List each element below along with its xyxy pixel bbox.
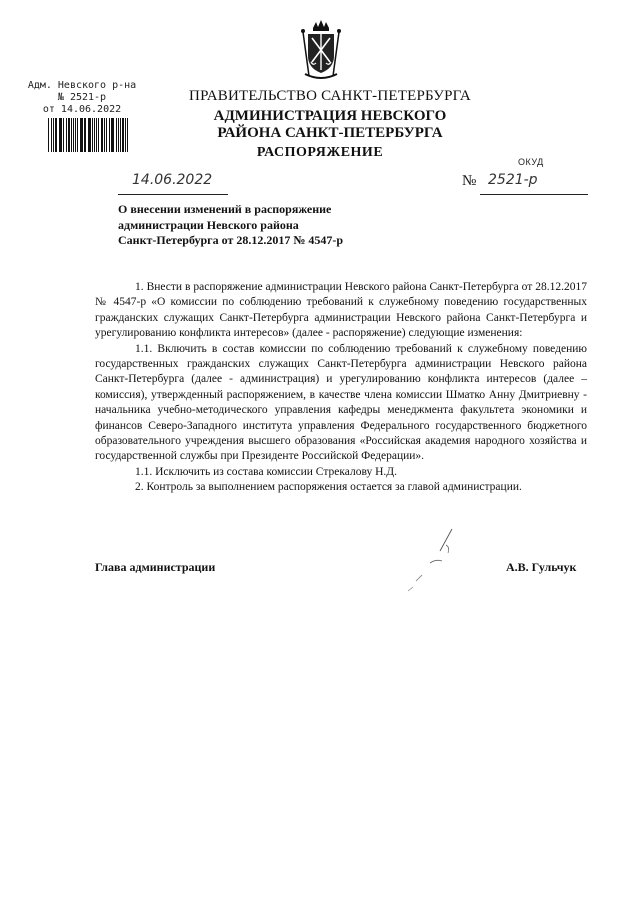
barcode-bar [96,118,97,152]
barcode-bar [88,118,89,152]
stamp-date: от 14.06.2022 [42,104,122,115]
document-body [95,280,587,496]
administration-title-line1: АДМИНИСТРАЦИЯ НЕВСКОГО [213,108,447,124]
date-field [118,172,228,195]
barcode-bar [55,118,57,152]
barcode-bar [101,118,103,152]
barcode-bar [98,118,99,152]
number-field [480,172,588,195]
barcode-bar [118,118,119,152]
barcode-bar [63,118,64,152]
barcode-bar [120,118,121,152]
barcode-bar [112,118,113,152]
barcode-bar [75,118,76,152]
barcode-bar [77,118,78,152]
barcode-bar [71,118,72,152]
paragraph-2: 2. Контроль за выполнением распоряжения остается за главой администрации. [135,481,522,494]
signatory-position: Глава администрации [95,560,216,574]
subject-line: О внесении изменений в распоряжение [118,202,332,216]
barcode-bar [59,118,60,152]
okud-label: ОКУД [518,157,544,167]
barcode-bar [84,118,86,152]
barcode-bar [109,118,110,152]
barcode-bar [89,118,90,152]
subject-line: администрации Невского района [118,217,299,232]
barcode-bar [94,118,95,152]
barcode-bar [68,118,70,152]
paragraph-1-1: 1.1. Включить в состав комиссии по соблюдению требований к служебному поведению государственных гражданских служащих Санкт-Петербурга администрации Невского района Санкт-Петербурга (далее - администрация) и урегулированию конфликта интересов (далее – комиссия), утвержденный распоряжением, в качестве члена комиссии Шматко Анну Дмитриевну - начальника учебно-методического управления кафедры менеджмента факультета экономики и финансов Северо-Западного института управления Федерального государственного бюджетного образовательного учреждения высшего образования «Российская академия народного хозяйства и государственной службы при Президенте Российской Федерации». [95,342,587,463]
barcode-bar [122,118,124,152]
barcode-bar [66,118,67,152]
document-type: РАСПОРЯЖЕНИЕ [256,145,384,160]
coat-of-arms-icon [299,18,343,82]
barcode-bar [48,118,49,152]
barcode-bar [81,118,82,152]
administration-title [160,108,500,142]
barcode-bar [116,118,117,152]
government-title: ПРАВИТЕЛЬСТВО САНКТ-ПЕТЕРБУРГА [189,88,471,104]
subject-line: Санкт-Петербурга от 28.12.2017 № 4547-р [118,233,344,247]
barcode-bar [53,118,54,152]
paragraph-1: 1. Внести в распоряжение администрации Невского района Санкт-Петербурга от 28.12.2017 № 4547-р «О комиссии по соблюдению требований к служебному поведению государственных гражданских служащих Санкт-Петербурга администрации Невского района Санкт-Петербурга и урегулированию конфликта интересов» (далее - распоряжение) следующие изменения: [95,281,587,340]
barcode-bar [127,118,128,152]
barcode-bar [73,118,74,152]
barcode-bar [104,118,105,152]
document-subject [118,202,418,249]
handwritten-date: 14.06.2022 [132,172,213,188]
barcode-bar [92,118,93,152]
registration-stamp [22,80,142,116]
number-sign: № [462,173,477,189]
barcode-bar [51,118,52,152]
stamp-number: № 2521-р [57,92,107,103]
barcode-bar [125,118,126,152]
handwritten-number: 2521-р [488,172,538,188]
barcode-bar [60,118,61,152]
barcode [48,118,130,152]
handwritten-signature-icon [380,525,470,595]
administration-title-line2: РАЙОНА САНКТ-ПЕТЕРБУРГА [217,125,443,141]
signatory-name: А.В. Гульчук [506,560,577,574]
barcode-bar [106,118,107,152]
paragraph-1-1-exclude: 1.1. Исключить из состава комиссии Стрекалову Н.Д. [135,465,398,478]
barcode-bar [80,118,81,152]
stamp-office: Адм. Невского р-на [27,80,137,91]
barcode-bar [111,118,112,152]
